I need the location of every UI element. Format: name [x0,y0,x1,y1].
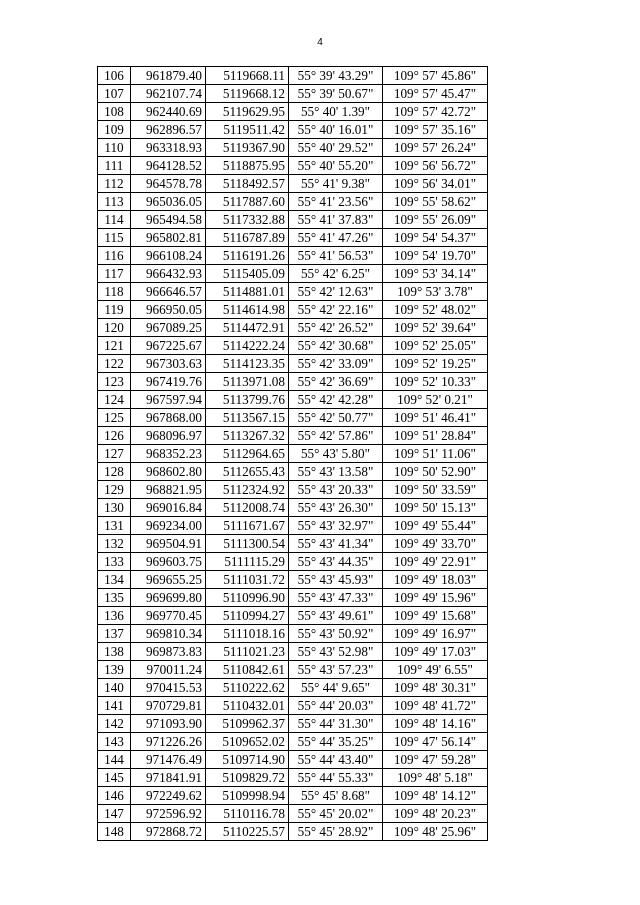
table-row [98,697,488,715]
y-coordinate-cell: 5110994.27 [206,607,289,625]
y-coordinate-cell: 5112655.43 [206,463,289,481]
longitude-cell: 109° 49' 18.03" [383,571,488,589]
y-coordinate-cell: 5118875.95 [206,157,289,175]
longitude-cell: 109° 53' 34.14" [383,265,488,283]
longitude-cell: 109° 57' 42.72" [383,103,488,121]
point-number-cell: 121 [98,337,131,355]
table-row [98,481,488,499]
y-coordinate-cell: 5112964.65 [206,445,289,463]
point-number-cell: 115 [98,229,131,247]
table-row [98,247,488,265]
longitude-cell: 109° 50' 33.59" [383,481,488,499]
point-number-cell: 134 [98,571,131,589]
y-coordinate-cell: 5110222.62 [206,679,289,697]
table-row [98,553,488,571]
x-coordinate-cell: 969603.75 [131,553,206,571]
table-row [98,427,488,445]
table-row [98,67,488,85]
point-number-cell: 138 [98,643,131,661]
y-coordinate-cell: 5111021.23 [206,643,289,661]
table-row [98,463,488,481]
x-coordinate-cell: 972596.92 [131,805,206,823]
y-coordinate-cell: 5110225.57 [206,823,289,841]
y-coordinate-cell: 5116191.26 [206,247,289,265]
point-number-cell: 114 [98,211,131,229]
point-number-cell: 132 [98,535,131,553]
latitude-cell: 55° 45' 28.92" [289,823,383,841]
latitude-cell: 55° 42' 26.52" [289,319,383,337]
longitude-cell: 109° 48' 25.96" [383,823,488,841]
latitude-cell: 55° 43' 41.34" [289,535,383,553]
x-coordinate-cell: 967225.67 [131,337,206,355]
y-coordinate-cell: 5113567.15 [206,409,289,427]
longitude-cell: 109° 52' 39.64" [383,319,488,337]
x-coordinate-cell: 969504.91 [131,535,206,553]
x-coordinate-cell: 971476.49 [131,751,206,769]
latitude-cell: 55° 42' 57.86" [289,427,383,445]
longitude-cell: 109° 49' 33.70" [383,535,488,553]
latitude-cell: 55° 41' 56.53" [289,247,383,265]
y-coordinate-cell: 5118492.57 [206,175,289,193]
latitude-cell: 55° 40' 16.01" [289,121,383,139]
table-row [98,229,488,247]
longitude-cell: 109° 49' 15.68" [383,607,488,625]
y-coordinate-cell: 5114614.98 [206,301,289,319]
x-coordinate-cell: 966646.57 [131,283,206,301]
x-coordinate-cell: 962896.57 [131,121,206,139]
y-coordinate-cell: 5112008.74 [206,499,289,517]
y-coordinate-cell: 5110116.78 [206,805,289,823]
latitude-cell: 55° 39' 43.29" [289,67,383,85]
table-row [98,301,488,319]
point-number-cell: 136 [98,607,131,625]
point-number-cell: 119 [98,301,131,319]
point-number-cell: 108 [98,103,131,121]
point-number-cell: 122 [98,355,131,373]
latitude-cell: 55° 43' 20.33" [289,481,383,499]
latitude-cell: 55° 39' 50.67" [289,85,383,103]
longitude-cell: 109° 48' 5.18" [383,769,488,787]
longitude-cell: 109° 49' 22.91" [383,553,488,571]
latitude-cell: 55° 40' 29.52" [289,139,383,157]
point-number-cell: 126 [98,427,131,445]
latitude-cell: 55° 43' 5.80" [289,445,383,463]
x-coordinate-cell: 968096.97 [131,427,206,445]
longitude-cell: 109° 52' 19.25" [383,355,488,373]
y-coordinate-cell: 5111018.16 [206,625,289,643]
table-row [98,535,488,553]
latitude-cell: 55° 44' 9.65" [289,679,383,697]
latitude-cell: 55° 44' 43.40" [289,751,383,769]
y-coordinate-cell: 5113799.76 [206,391,289,409]
y-coordinate-cell: 5115405.09 [206,265,289,283]
longitude-cell: 109° 55' 58.62" [383,193,488,211]
x-coordinate-cell: 970415.53 [131,679,206,697]
longitude-cell: 109° 56' 56.72" [383,157,488,175]
x-coordinate-cell: 968821.95 [131,481,206,499]
point-number-cell: 123 [98,373,131,391]
x-coordinate-cell: 964578.78 [131,175,206,193]
y-coordinate-cell: 5111031.72 [206,571,289,589]
y-coordinate-cell: 5119511.42 [206,121,289,139]
latitude-cell: 55° 43' 47.33" [289,589,383,607]
table-row [98,193,488,211]
point-number-cell: 120 [98,319,131,337]
table-row [98,607,488,625]
x-coordinate-cell: 970011.24 [131,661,206,679]
longitude-cell: 109° 51' 46.41" [383,409,488,427]
point-number-cell: 113 [98,193,131,211]
longitude-cell: 109° 49' 16.97" [383,625,488,643]
y-coordinate-cell: 5116787.89 [206,229,289,247]
x-coordinate-cell: 969016.84 [131,499,206,517]
x-coordinate-cell: 969770.45 [131,607,206,625]
x-coordinate-cell: 971841.91 [131,769,206,787]
table-row [98,175,488,193]
longitude-cell: 109° 52' 48.02" [383,301,488,319]
latitude-cell: 55° 43' 50.92" [289,625,383,643]
x-coordinate-cell: 970729.81 [131,697,206,715]
point-number-cell: 140 [98,679,131,697]
x-coordinate-cell: 968602.80 [131,463,206,481]
longitude-cell: 109° 52' 25.05" [383,337,488,355]
table-row [98,283,488,301]
point-number-cell: 135 [98,589,131,607]
longitude-cell: 109° 49' 15.96" [383,589,488,607]
latitude-cell: 55° 44' 20.03" [289,697,383,715]
point-number-cell: 142 [98,715,131,733]
x-coordinate-cell: 963318.93 [131,139,206,157]
table-row [98,391,488,409]
longitude-cell: 109° 53' 3.78" [383,283,488,301]
point-number-cell: 125 [98,409,131,427]
point-number-cell: 146 [98,787,131,805]
table-row [98,571,488,589]
latitude-cell: 55° 43' 26.30" [289,499,383,517]
table-row [98,643,488,661]
table-row [98,265,488,283]
latitude-cell: 55° 44' 31.30" [289,715,383,733]
longitude-cell: 109° 57' 26.24" [383,139,488,157]
x-coordinate-cell: 969699.80 [131,589,206,607]
latitude-cell: 55° 43' 49.61" [289,607,383,625]
point-number-cell: 118 [98,283,131,301]
x-coordinate-cell: 972868.72 [131,823,206,841]
x-coordinate-cell: 971093.90 [131,715,206,733]
latitude-cell: 55° 45' 20.02" [289,805,383,823]
longitude-cell: 109° 49' 17.03" [383,643,488,661]
y-coordinate-cell: 5117332.88 [206,211,289,229]
y-coordinate-cell: 5111671.67 [206,517,289,535]
latitude-cell: 55° 41' 9.38" [289,175,383,193]
table-row [98,661,488,679]
latitude-cell: 55° 44' 55.33" [289,769,383,787]
x-coordinate-cell: 967089.25 [131,319,206,337]
latitude-cell: 55° 43' 32.97" [289,517,383,535]
table-row [98,337,488,355]
table-row [98,769,488,787]
point-number-cell: 127 [98,445,131,463]
longitude-cell: 109° 52' 10.33" [383,373,488,391]
point-number-cell: 109 [98,121,131,139]
latitude-cell: 55° 40' 1.39" [289,103,383,121]
longitude-cell: 109° 48' 14.16" [383,715,488,733]
table-row [98,445,488,463]
longitude-cell: 109° 47' 56.14" [383,733,488,751]
x-coordinate-cell: 971226.26 [131,733,206,751]
longitude-cell: 109° 48' 14.12" [383,787,488,805]
table-row [98,373,488,391]
x-coordinate-cell: 972249.62 [131,787,206,805]
longitude-cell: 109° 47' 59.28" [383,751,488,769]
latitude-cell: 55° 42' 36.69" [289,373,383,391]
y-coordinate-cell: 5114881.01 [206,283,289,301]
longitude-cell: 109° 52' 0.21" [383,391,488,409]
longitude-cell: 109° 48' 41.72" [383,697,488,715]
x-coordinate-cell: 969810.34 [131,625,206,643]
y-coordinate-cell: 5117887.60 [206,193,289,211]
table-row [98,211,488,229]
y-coordinate-cell: 5111115.29 [206,553,289,571]
y-coordinate-cell: 5109962.37 [206,715,289,733]
y-coordinate-cell: 5113267.32 [206,427,289,445]
x-coordinate-cell: 962440.69 [131,103,206,121]
longitude-cell: 109° 54' 54.37" [383,229,488,247]
latitude-cell: 55° 42' 22.16" [289,301,383,319]
latitude-cell: 55° 42' 6.25" [289,265,383,283]
point-number-cell: 111 [98,157,131,175]
point-number-cell: 145 [98,769,131,787]
latitude-cell: 55° 41' 47.26" [289,229,383,247]
point-number-cell: 112 [98,175,131,193]
longitude-cell: 109° 54' 19.70" [383,247,488,265]
longitude-cell: 109° 48' 20.23" [383,805,488,823]
y-coordinate-cell: 5109829.72 [206,769,289,787]
y-coordinate-cell: 5114472.91 [206,319,289,337]
x-coordinate-cell: 969655.25 [131,571,206,589]
y-coordinate-cell: 5110432.01 [206,697,289,715]
table-row [98,409,488,427]
x-coordinate-cell: 968352.23 [131,445,206,463]
y-coordinate-cell: 5110996.90 [206,589,289,607]
coordinates-table-body [98,67,488,841]
table-row [98,85,488,103]
latitude-cell: 55° 43' 45.93" [289,571,383,589]
longitude-cell: 109° 56' 34.01" [383,175,488,193]
latitude-cell: 55° 41' 37.83" [289,211,383,229]
table-row [98,517,488,535]
x-coordinate-cell: 964128.52 [131,157,206,175]
longitude-cell: 109° 51' 28.84" [383,427,488,445]
x-coordinate-cell: 967597.94 [131,391,206,409]
x-coordinate-cell: 965494.58 [131,211,206,229]
longitude-cell: 109° 57' 35.16" [383,121,488,139]
longitude-cell: 109° 51' 11.06" [383,445,488,463]
y-coordinate-cell: 5109998.94 [206,787,289,805]
point-number-cell: 143 [98,733,131,751]
x-coordinate-cell: 961879.40 [131,67,206,85]
point-number-cell: 144 [98,751,131,769]
table-row [98,805,488,823]
table-row [98,715,488,733]
latitude-cell: 55° 42' 33.09" [289,355,383,373]
latitude-cell: 55° 43' 44.35" [289,553,383,571]
y-coordinate-cell: 5114222.24 [206,337,289,355]
y-coordinate-cell: 5109652.02 [206,733,289,751]
table-row [98,355,488,373]
point-number-cell: 137 [98,625,131,643]
table-row [98,103,488,121]
x-coordinate-cell: 962107.74 [131,85,206,103]
point-number-cell: 117 [98,265,131,283]
longitude-cell: 109° 49' 6.55" [383,661,488,679]
latitude-cell: 55° 43' 13.58" [289,463,383,481]
latitude-cell: 55° 42' 12.63" [289,283,383,301]
y-coordinate-cell: 5109714.90 [206,751,289,769]
table-row [98,751,488,769]
latitude-cell: 55° 41' 23.56" [289,193,383,211]
table-row [98,823,488,841]
table-row [98,139,488,157]
point-number-cell: 106 [98,67,131,85]
coordinates-table [97,66,488,841]
x-coordinate-cell: 965036.05 [131,193,206,211]
latitude-cell: 55° 40' 55.20" [289,157,383,175]
longitude-cell: 109° 48' 30.31" [383,679,488,697]
x-coordinate-cell: 965802.81 [131,229,206,247]
point-number-cell: 110 [98,139,131,157]
x-coordinate-cell: 969234.00 [131,517,206,535]
y-coordinate-cell: 5114123.35 [206,355,289,373]
y-coordinate-cell: 5112324.92 [206,481,289,499]
y-coordinate-cell: 5113971.08 [206,373,289,391]
table-row [98,121,488,139]
x-coordinate-cell: 966432.93 [131,265,206,283]
table-row [98,589,488,607]
point-number-cell: 133 [98,553,131,571]
y-coordinate-cell: 5111300.54 [206,535,289,553]
point-number-cell: 124 [98,391,131,409]
x-coordinate-cell: 966108.24 [131,247,206,265]
latitude-cell: 55° 42' 50.77" [289,409,383,427]
x-coordinate-cell: 967868.00 [131,409,206,427]
longitude-cell: 109° 49' 55.44" [383,517,488,535]
point-number-cell: 148 [98,823,131,841]
table-row [98,625,488,643]
point-number-cell: 130 [98,499,131,517]
y-coordinate-cell: 5119629.95 [206,103,289,121]
longitude-cell: 109° 57' 45.86" [383,67,488,85]
x-coordinate-cell: 967419.76 [131,373,206,391]
table-row [98,733,488,751]
point-number-cell: 116 [98,247,131,265]
latitude-cell: 55° 45' 8.68" [289,787,383,805]
page-number: 4 [317,37,323,48]
point-number-cell: 107 [98,85,131,103]
point-number-cell: 129 [98,481,131,499]
table-row [98,679,488,697]
latitude-cell: 55° 43' 52.98" [289,643,383,661]
y-coordinate-cell: 5110842.61 [206,661,289,679]
table-row [98,157,488,175]
table-row [98,499,488,517]
point-number-cell: 128 [98,463,131,481]
latitude-cell: 55° 44' 35.25" [289,733,383,751]
point-number-cell: 131 [98,517,131,535]
x-coordinate-cell: 969873.83 [131,643,206,661]
latitude-cell: 55° 42' 30.68" [289,337,383,355]
latitude-cell: 55° 43' 57.23" [289,661,383,679]
y-coordinate-cell: 5119668.11 [206,67,289,85]
point-number-cell: 141 [98,697,131,715]
longitude-cell: 109° 57' 45.47" [383,85,488,103]
x-coordinate-cell: 966950.05 [131,301,206,319]
x-coordinate-cell: 967303.63 [131,355,206,373]
longitude-cell: 109° 55' 26.09" [383,211,488,229]
table-row [98,787,488,805]
point-number-cell: 147 [98,805,131,823]
point-number-cell: 139 [98,661,131,679]
latitude-cell: 55° 42' 42.28" [289,391,383,409]
longitude-cell: 109° 50' 15.13" [383,499,488,517]
y-coordinate-cell: 5119668.12 [206,85,289,103]
longitude-cell: 109° 50' 52.90" [383,463,488,481]
y-coordinate-cell: 5119367.90 [206,139,289,157]
table-row [98,319,488,337]
